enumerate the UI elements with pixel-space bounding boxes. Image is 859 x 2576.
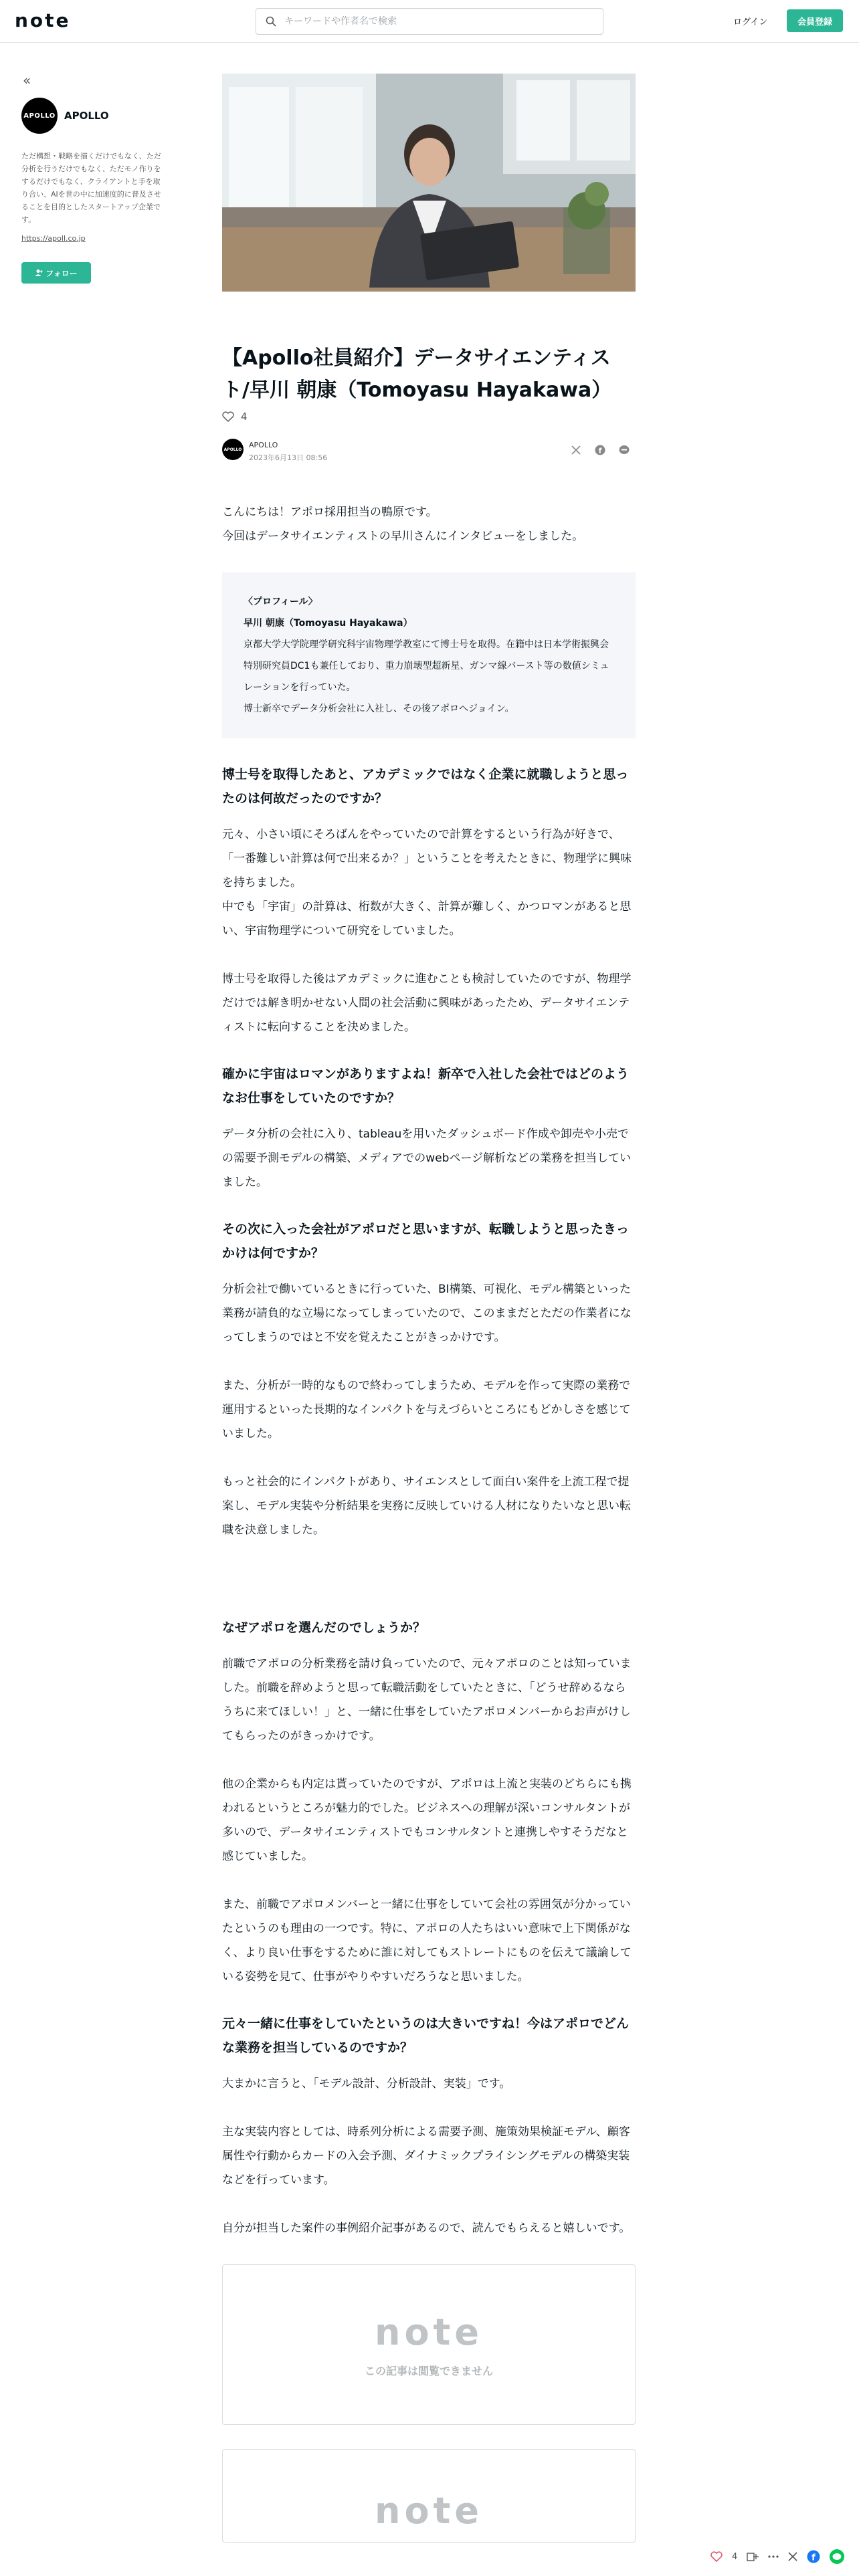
signup-button[interactable]: 会員登録 — [787, 9, 843, 32]
section-heading: 確かに宇宙はロマンがありますよね！新卒で入社した会社ではどのようなお仕事をしていたのですか？ — [222, 1067, 630, 1105]
profile-heading: 〈プロフィール〉 — [244, 597, 318, 607]
login-link[interactable]: ログイン — [733, 17, 768, 27]
creator-name[interactable]: APOLLO — [64, 110, 109, 122]
paragraph: 大まかに言うと、「モデル設計、分析設計、実装」です。 — [222, 2077, 511, 2090]
x-icon[interactable] — [788, 2552, 797, 2561]
publish-date: 2023年6月13日 08:56 — [249, 453, 328, 462]
user-plus-icon — [35, 269, 43, 277]
profile-text: 博士新卒でデータ分析会社に入社し、その後アポロへジョイン。 — [244, 704, 514, 714]
section-heading: その次に入った会社がアポロだと思いますが、転職しようと思ったきっかけは何ですか？ — [222, 1222, 630, 1261]
paragraph: 他の企業からも内定は貰っていたのですが、アポロは上流と実装のどちらにも携われるというところが魅力的でした。ビジネスへの理解が深いコンサルタントが多いので、データサイエンティストでもコンサルタントと連携しやすそうだなと感じていました。 — [222, 1778, 632, 1863]
note-logo[interactable]: note — [15, 9, 71, 31]
paragraph: 博士号を取得した後はアカデミックに進むことも検討していたのですが、物理学だけでは解き明かせない人間の社会活動に興味があったため、データサイエンティストに転向することを決めました。 — [222, 972, 632, 1034]
follow-label: フォロー — [45, 268, 78, 278]
facebook-icon[interactable] — [594, 444, 606, 456]
svg-text:f: f — [598, 446, 602, 455]
x-icon[interactable] — [570, 444, 582, 456]
embedded-note-card[interactable] — [222, 2449, 636, 2543]
paragraph: もっと社会的にインパクトがあり、サイエンスとして面白い案件を上流工程で提案し、モデル実装や分析結果を実務に反映していける人材になりたいなと思い転職を決意しました。 — [222, 1475, 632, 1537]
site-header — [0, 0, 859, 43]
profile-name: 早川 朝康（Tomoyasu Hayakawa） — [244, 618, 413, 629]
search-box[interactable] — [256, 8, 603, 35]
embed-note-logo: note — [375, 2311, 483, 2353]
search-icon — [266, 16, 276, 27]
paragraph: こんにちは！アポロ採用担当の鴨原です。 — [222, 506, 438, 519]
embedded-note-card[interactable] — [222, 2264, 636, 2425]
paragraph: 中でも「宇宙」の計算は、桁数が大きく、計算が難しく、かつロマンがあると思い、宇宙物理学について研究をしていました。 — [222, 900, 632, 938]
profile-text: 京都大学大学院理学研究科宇宙物理学教室にて博士号を取得。在籍中は日本学術振興会特別研究員DC1も兼任しており、重力崩壊型超新星、ガンマ線バースト等の数値シミュレーションを行っていた。 — [244, 639, 609, 693]
line-icon[interactable] — [618, 444, 630, 456]
article-body — [222, 500, 636, 2543]
heart-icon[interactable] — [222, 411, 234, 422]
paragraph: また、分析が一時的なもので終わってしまうため、モデルを作って実際の業務で運用するといった長期的なインパクトを与えづらいところにもどかしさを感じていました。 — [222, 1379, 631, 1440]
creator-description: ただ構想・戦略を描くだけでもなく、ただ分析を行うだけでもなく、ただモノ作りをするだけでもなく、クライアントと手を取り合い、AIを世の中に加速度的に普及させることを目的としたスタートアップ企業です。 — [21, 152, 161, 224]
section-heading: 元々一緒に仕事をしていたというのは大きいですね！今はアポロでどんな業務を担当しているのですか？ — [222, 2016, 630, 2055]
section-heading: 博士号を取得したあと、アカデミックではなく企業に就職しようと思ったのは何故だったのですか？ — [222, 767, 629, 806]
paragraph: データ分析の会社に入り、tableauを用いたダッシュボード作成や卸売や小売での需要予測モデルの構築、メディアでのwebページ解析などの業務を担当していました。 — [222, 1128, 632, 1189]
paragraph: 主な実装内容としては、時系列分析による需要予測、施策効果検証モデル、顧客属性や行動からカードの入会予測、ダイナミックプライシングモデルの構築実装などを行っています。 — [222, 2125, 630, 2187]
article-title: 【Apollo社員紹介】データサイエンティスト/早川 朝康（Tomoyasu Hayakawa） — [222, 346, 612, 402]
paragraph: 自分が担当した案件の事例紹介記事があるので、読んでもらえると嬉しいです。 — [222, 2222, 631, 2235]
author-name[interactable]: APOLLO — [249, 441, 278, 449]
profile-box — [222, 572, 636, 738]
double-chevron-left-icon[interactable]: « — [23, 72, 31, 88]
embed-note-logo: note — [375, 2490, 483, 2532]
heart-icon[interactable] — [710, 2551, 723, 2562]
embed-unavailable-text: この記事は閲覧できません — [364, 2365, 493, 2377]
paragraph: 分析会社で働いているときに行っていた、BI構築、可視化、モデル構築といった業務が請負的な立場になってしまっていたので、このままだとただの作業者になってしまうのではと不安を覚えたことがきっかけです。 — [222, 1283, 632, 1344]
bottom-like-count: 4 — [732, 2551, 738, 2562]
follow-button[interactable] — [21, 262, 91, 284]
paragraph: 前職でアポロの分析業務を請け負っていたので、元々アポロのことは知っていました。前職を辞めようと思って転職活動をしていたときに、「どうせ辞めるならうちに来てほしい！」と、一緒に仕事をしていたアポロメンバーからお声がけしてもらったのがきっかけです。 — [222, 1657, 632, 1743]
like-count: 4 — [241, 411, 248, 423]
svg-text:f: f — [812, 2553, 816, 2563]
paragraph: また、前職でアポロメンバーと一緒に仕事をしていて会社の雰囲気が分かっていたというのも理由の一つです。特に、アポロの人たちはいい意味で上下関係がなく、より良い仕事をするために誰に対してもストレートにものを伝えて議論している姿勢を見て、仕事がやりやすいだろうなと思いました。 — [222, 1898, 632, 1983]
creator-website-link[interactable]: https://apoll.co.jp — [21, 234, 86, 243]
more-icon[interactable] — [768, 2555, 779, 2558]
article-eyecatch-image — [222, 74, 636, 292]
paragraph: 今回はデータサイエンティストの早川さんにインタビューをしました。 — [222, 530, 584, 543]
search-input[interactable] — [284, 16, 592, 27]
paragraph: 元々、小さい頃にそろばんをやっていたので計算をするという行為が好きで、「一番難しい計算は何で出来るか？」ということを考えたときに、物理学に興味を持ちました。 — [222, 828, 632, 889]
author-avatar[interactable]: APOLLO — [222, 439, 244, 460]
magazine-add-icon[interactable] — [747, 2551, 759, 2562]
floating-action-bar — [710, 2549, 844, 2564]
like-row — [222, 411, 248, 423]
line-icon[interactable] — [830, 2549, 844, 2564]
section-heading: なぜアポロを選んだのでしょうか？ — [222, 1620, 426, 1635]
facebook-icon[interactable] — [807, 2550, 820, 2563]
share-buttons — [570, 444, 630, 456]
creator-avatar[interactable]: APOLLO — [21, 98, 58, 134]
